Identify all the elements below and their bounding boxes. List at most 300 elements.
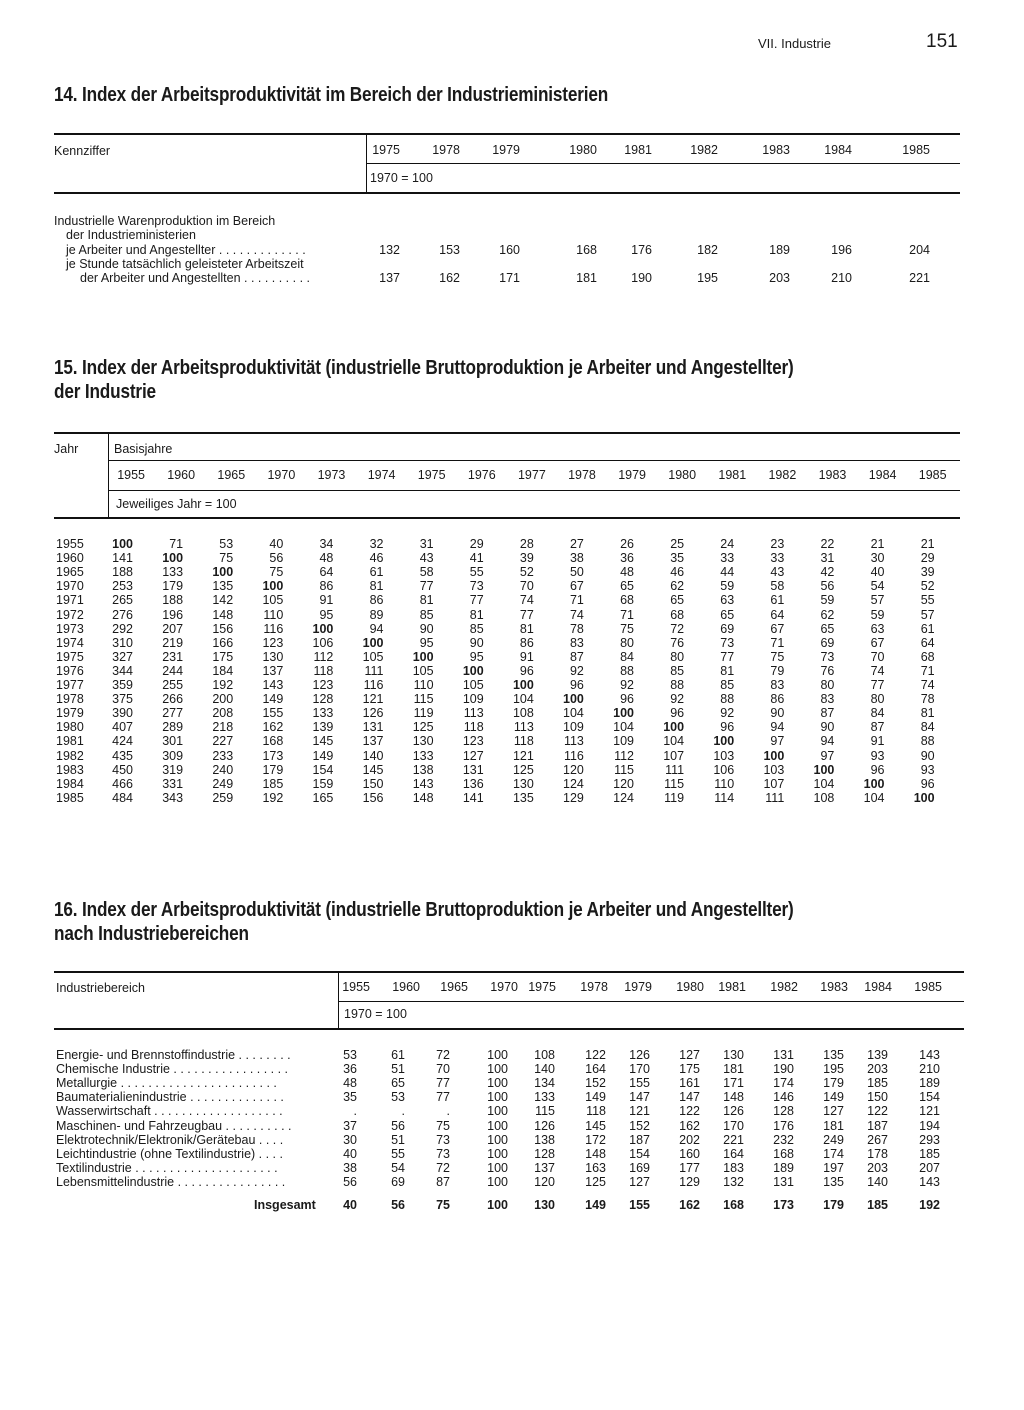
table-cell: 88 <box>620 663 634 678</box>
table-cell: 91 <box>870 734 885 749</box>
table-cell: 219 <box>162 635 184 650</box>
table-cell: 46 <box>670 565 685 580</box>
table-cell: 116 <box>263 621 284 636</box>
row-year: 1971 <box>56 593 84 608</box>
table-cell: 109 <box>563 720 584 735</box>
table-cell: 92 <box>620 678 634 692</box>
table-cell: 123 <box>462 734 484 749</box>
table-14-base-label: 1970 = 100 <box>370 171 433 185</box>
year-header: 1984 <box>824 143 852 157</box>
table-cell: 55 <box>391 1146 405 1161</box>
table-cell: 127 <box>629 1174 650 1189</box>
table-cell: 48 <box>620 565 634 580</box>
table-cell: 170 <box>723 1118 744 1133</box>
table-cell: 175 <box>212 649 234 664</box>
table-cell: 77 <box>419 579 434 594</box>
table-cell: 126 <box>362 706 384 721</box>
table-cell: 148 <box>585 1146 606 1161</box>
table-cell: 35 <box>343 1090 357 1105</box>
table-cell: 139 <box>867 1048 888 1062</box>
table-cell: 85 <box>670 663 685 678</box>
year-header: 1983 <box>818 468 847 482</box>
table-cell: 156 <box>212 621 234 636</box>
table-cell: 265 <box>112 593 133 608</box>
table-cell: 135 <box>212 579 234 594</box>
table-cell: 107 <box>663 748 685 763</box>
table-cell: 74 <box>519 593 534 608</box>
table-cell: 111 <box>765 790 785 805</box>
table-cell: 86 <box>369 593 384 608</box>
table-cell: 190 <box>631 271 652 285</box>
table-cell: 28 <box>519 537 534 551</box>
table-cell: 112 <box>614 748 634 763</box>
table-cell: 131 <box>773 1048 794 1062</box>
total-cell: 168 <box>723 1198 744 1212</box>
table-cell: 32 <box>369 537 384 551</box>
table-cell: 77 <box>469 593 484 608</box>
table-cell: 153 <box>439 243 460 257</box>
table-cell: 231 <box>162 649 184 664</box>
table-cell: 196 <box>162 607 184 622</box>
table-cell: 67 <box>870 635 885 650</box>
table-cell: 46 <box>369 551 384 566</box>
table-cell: 121 <box>629 1104 650 1119</box>
year-header: 1970 <box>267 468 296 482</box>
table-14-group-label: Industrielle Warenproduktion im Bereich <box>54 214 276 228</box>
table-cell: 424 <box>112 734 133 749</box>
table-cell: 184 <box>212 663 234 678</box>
table-cell: 132 <box>723 1174 744 1189</box>
table-cell: 309 <box>162 748 184 763</box>
table-cell: 23 <box>770 537 785 551</box>
table-cell: 100 <box>487 1090 508 1105</box>
table-cell: 114 <box>714 790 735 805</box>
table-cell: 73 <box>820 649 835 664</box>
table-cell: 145 <box>312 734 334 749</box>
table-cell: 64 <box>319 565 334 580</box>
table-cell: 30 <box>870 551 885 566</box>
table-cell: 143 <box>262 678 284 692</box>
table-cell: 92 <box>670 692 685 707</box>
table-cell: 178 <box>867 1146 888 1161</box>
table-cell: 77 <box>870 678 885 692</box>
table-cell: 141 <box>462 790 484 805</box>
table-cell: 55 <box>920 593 935 608</box>
table-cell: 48 <box>343 1076 357 1091</box>
table-cell: 76 <box>820 663 835 678</box>
table-cell: 100 <box>312 621 334 636</box>
table-cell: 100 <box>713 734 735 749</box>
table-cell: 65 <box>620 579 634 594</box>
table-cell: 128 <box>773 1104 794 1119</box>
table-cell: 122 <box>679 1104 700 1119</box>
year-header: 1974 <box>367 468 396 482</box>
table-cell: 81 <box>469 607 484 622</box>
table-cell: 90 <box>469 635 484 650</box>
table-cell: 221 <box>723 1132 744 1147</box>
table-cell: 232 <box>773 1132 794 1147</box>
table-15-rule-3 <box>108 490 960 491</box>
year-header: 1960 <box>167 468 196 482</box>
table-cell: 48 <box>319 551 334 566</box>
table-cell: 103 <box>713 748 735 763</box>
table-cell: 113 <box>563 734 584 749</box>
table-cell: 140 <box>867 1174 888 1189</box>
table-cell: 61 <box>391 1048 405 1062</box>
table-cell: 30 <box>343 1132 357 1147</box>
table-cell: 159 <box>312 776 334 791</box>
table-cell: 70 <box>870 649 885 664</box>
table-14-col-label: Kennziffer <box>54 144 111 158</box>
table-cell: 86 <box>319 579 334 594</box>
year-header: 1976 <box>467 468 496 482</box>
table-cell: 179 <box>262 762 284 777</box>
table-cell: 88 <box>920 734 935 749</box>
table-cell: 100 <box>412 649 434 664</box>
table-cell: 137 <box>262 663 284 678</box>
table-cell: 289 <box>162 720 184 735</box>
table-cell: 195 <box>823 1062 844 1077</box>
table-cell: 100 <box>262 579 284 594</box>
total-cell: 179 <box>823 1198 844 1212</box>
table-cell: 390 <box>112 706 133 721</box>
row-year: 1980 <box>56 720 84 735</box>
table-cell: 104 <box>813 776 835 791</box>
table-cell: 143 <box>919 1174 940 1189</box>
row-year: 1985 <box>56 790 84 805</box>
table-cell: 181 <box>723 1062 744 1077</box>
table-cell: 149 <box>823 1090 844 1105</box>
table-cell: 83 <box>770 678 785 692</box>
table-15-top-rule <box>54 432 960 434</box>
table-cell: 39 <box>519 551 534 566</box>
table-cell: 162 <box>439 271 460 285</box>
table-cell: 119 <box>664 790 685 805</box>
table-cell: 171 <box>723 1076 744 1091</box>
table-cell: 63 <box>720 593 735 608</box>
table-cell: 37 <box>343 1118 357 1133</box>
table-cell: 133 <box>534 1090 555 1105</box>
table-cell: 100 <box>863 776 885 791</box>
table-15-col-label: Jahr <box>54 442 79 456</box>
table-cell: 131 <box>773 1174 794 1189</box>
table-cell: 127 <box>823 1104 844 1119</box>
table-cell: 87 <box>569 649 584 664</box>
table-cell: 132 <box>379 243 400 257</box>
row-year: 1984 <box>56 776 84 791</box>
row-label: der Arbeiter und Angestellten . . . . . . . . . . <box>80 271 310 285</box>
table-15-bottom-rule <box>54 517 960 519</box>
year-header: 1977 <box>517 468 546 482</box>
table-cell: 131 <box>462 762 484 777</box>
total-label: Insgesamt <box>254 1198 316 1212</box>
table-cell: 107 <box>763 776 785 791</box>
table-cell: 81 <box>720 663 735 678</box>
table-cell: 331 <box>162 776 184 791</box>
table-cell: 74 <box>870 663 885 678</box>
table-cell: 92 <box>569 663 584 678</box>
table-cell: 68 <box>920 649 935 664</box>
table-cell: 138 <box>534 1132 555 1147</box>
table-cell: 44 <box>720 565 735 580</box>
table-cell: 54 <box>391 1160 405 1175</box>
table-15-rule-2 <box>108 460 960 461</box>
table-cell: 57 <box>920 607 935 622</box>
table-cell: 164 <box>585 1062 606 1077</box>
total-cell: 56 <box>391 1198 405 1212</box>
table-cell: 192 <box>212 678 234 692</box>
row-year: 1974 <box>56 635 84 650</box>
table-cell: 97 <box>820 748 835 763</box>
table-cell: 204 <box>909 243 930 257</box>
table-cell: 137 <box>534 1160 555 1175</box>
table-cell: 54 <box>870 579 885 594</box>
table-cell: 36 <box>343 1062 357 1077</box>
table-cell: 177 <box>679 1160 700 1175</box>
table-cell: 130 <box>262 649 284 664</box>
table-cell: 150 <box>362 776 384 791</box>
table-cell: 31 <box>820 551 835 566</box>
table-cell: 100 <box>162 551 184 566</box>
row-year: 1979 <box>56 706 84 721</box>
table-cell: 71 <box>620 607 634 622</box>
table-cell: 319 <box>162 762 184 777</box>
table-cell: 105 <box>262 593 284 608</box>
table-cell: 133 <box>162 565 184 580</box>
table-cell: 77 <box>519 607 534 622</box>
table-cell: 115 <box>664 776 685 791</box>
table-cell: 51 <box>391 1062 405 1077</box>
table-cell: 105 <box>362 649 384 664</box>
row-year: 1973 <box>56 621 84 636</box>
table-cell: 85 <box>469 621 484 636</box>
table-cell: 100 <box>487 1132 508 1147</box>
table-cell: 175 <box>679 1062 700 1077</box>
table-cell: 85 <box>419 607 434 622</box>
table-cell: 80 <box>870 692 885 707</box>
table-cell: 59 <box>820 593 835 608</box>
year-header: 1979 <box>492 143 520 157</box>
table-cell: 58 <box>770 579 785 594</box>
table-cell: 39 <box>920 565 935 580</box>
table-cell: 96 <box>720 720 735 735</box>
table-cell: 130 <box>412 734 434 749</box>
table-cell: 125 <box>585 1174 606 1189</box>
table-cell: 81 <box>519 621 534 636</box>
table-cell: 100 <box>362 635 384 650</box>
table-cell: 65 <box>820 621 835 636</box>
table-cell: 100 <box>487 1118 508 1133</box>
table-cell: 90 <box>419 621 434 636</box>
table-15-title-2: der Industrie <box>54 381 156 403</box>
table-cell: 73 <box>720 635 735 650</box>
table-cell: 53 <box>219 537 234 551</box>
table-cell: 120 <box>534 1174 555 1189</box>
table-cell: 174 <box>823 1146 844 1161</box>
year-header: 1980 <box>676 980 704 994</box>
table-cell: 53 <box>391 1090 405 1105</box>
table-cell: 42 <box>820 565 835 580</box>
table-cell: 147 <box>629 1090 650 1105</box>
section-header: VII. Industrie <box>758 36 831 51</box>
total-cell: 155 <box>629 1198 650 1212</box>
table-cell: 75 <box>620 621 634 636</box>
table-cell: 148 <box>723 1090 744 1105</box>
table-cell: 24 <box>720 537 735 551</box>
table-cell: 164 <box>723 1146 744 1161</box>
table-cell: 100 <box>487 1104 508 1119</box>
table-cell: 72 <box>436 1160 450 1175</box>
table-cell: 100 <box>112 537 133 551</box>
table-cell: 115 <box>614 762 634 777</box>
table-14-top-rule <box>54 133 960 135</box>
table-cell: 63 <box>870 621 885 636</box>
table-cell: 100 <box>462 663 484 678</box>
table-cell: 73 <box>469 579 484 594</box>
year-header: 1980 <box>668 468 697 482</box>
table-cell: 137 <box>362 734 384 749</box>
table-cell: 33 <box>770 551 785 566</box>
table-cell: 94 <box>369 621 384 636</box>
row-label: Wasserwirtschaft . . . . . . . . . . . . . . . . . . . <box>56 1104 283 1119</box>
table-cell: 27 <box>569 537 584 551</box>
table-cell: 128 <box>534 1146 555 1161</box>
table-cell: 72 <box>436 1048 450 1062</box>
table-cell: 109 <box>462 692 484 707</box>
year-header: 1960 <box>392 980 420 994</box>
table-cell: 108 <box>512 706 534 721</box>
table-cell: 80 <box>620 635 634 650</box>
table-cell: 29 <box>469 537 484 551</box>
table-cell: 100 <box>613 706 634 721</box>
year-header: 1978 <box>580 980 608 994</box>
table-cell: 203 <box>867 1160 888 1175</box>
row-year: 1977 <box>56 678 84 692</box>
total-cell: 173 <box>773 1198 794 1212</box>
table-cell: 69 <box>820 635 835 650</box>
table-cell: 185 <box>262 776 284 791</box>
table-cell: 466 <box>112 776 133 791</box>
table-cell: 100 <box>212 565 234 580</box>
table-cell: 145 <box>585 1118 606 1133</box>
table-cell: 59 <box>870 607 885 622</box>
table-cell: 233 <box>212 748 234 763</box>
year-header: 1955 <box>342 980 370 994</box>
table-cell: 104 <box>663 734 685 749</box>
table-cell: 174 <box>773 1076 794 1091</box>
table-cell: 200 <box>212 692 234 707</box>
table-cell: 34 <box>319 537 334 551</box>
table-cell: 96 <box>670 706 685 721</box>
table-cell: 35 <box>670 551 685 566</box>
total-cell: 40 <box>343 1198 357 1212</box>
table-cell: 207 <box>162 621 184 636</box>
table-cell: 21 <box>870 537 885 551</box>
table-cell: 183 <box>723 1160 744 1175</box>
total-cell: 75 <box>436 1198 450 1212</box>
table-cell: 375 <box>112 692 133 707</box>
table-cell: 113 <box>463 706 484 721</box>
table-cell: 249 <box>823 1132 844 1147</box>
table-cell: 100 <box>487 1048 508 1062</box>
table-cell: 65 <box>391 1076 405 1091</box>
table-cell: 95 <box>419 635 434 650</box>
year-header: 1983 <box>762 143 790 157</box>
table-cell: 75 <box>436 1118 450 1133</box>
table-cell: 276 <box>112 607 133 622</box>
table-cell: 77 <box>436 1076 450 1091</box>
table-cell: 126 <box>629 1048 650 1062</box>
table-cell: 120 <box>563 762 584 777</box>
row-year: 1955 <box>56 537 84 551</box>
table-cell: 69 <box>720 621 735 636</box>
table-cell: 162 <box>262 720 284 735</box>
table-cell: 90 <box>770 706 785 721</box>
row-year: 1982 <box>56 748 84 763</box>
table-cell: 128 <box>312 692 334 707</box>
table-cell: 118 <box>313 663 334 678</box>
table-cell: 85 <box>720 678 735 692</box>
table-cell: 210 <box>919 1062 940 1077</box>
table-cell: 121 <box>362 692 384 707</box>
table-cell: 221 <box>909 271 930 285</box>
table-cell: 53 <box>343 1048 357 1062</box>
table-cell: 100 <box>487 1076 508 1091</box>
table-cell: 293 <box>919 1132 940 1147</box>
table-cell: 130 <box>723 1048 744 1062</box>
table-cell: 86 <box>519 635 534 650</box>
table-cell: 126 <box>534 1118 555 1133</box>
table-cell: 100 <box>663 720 685 735</box>
table-14-mid-rule <box>366 163 960 164</box>
table-cell: 83 <box>820 692 835 707</box>
table-cell: 133 <box>312 706 334 721</box>
table-cell: 131 <box>362 720 384 735</box>
table-cell: 115 <box>413 692 434 707</box>
table-cell: 165 <box>312 790 334 805</box>
table-cell: 71 <box>920 663 935 678</box>
table-cell: 176 <box>773 1118 794 1133</box>
table-cell: 104 <box>563 706 584 721</box>
table-14-title: 14. Index der Arbeitsproduktivität im Bereich der Industrieministerien <box>54 84 609 106</box>
table-cell: 147 <box>679 1090 700 1105</box>
row-label: Chemische Industrie . . . . . . . . . . . . . . . . . <box>56 1062 289 1077</box>
table-cell: 135 <box>512 790 534 805</box>
table-cell: 170 <box>629 1062 650 1077</box>
table-cell: 72 <box>670 621 685 636</box>
row-year: 1983 <box>56 762 84 777</box>
year-header: 1985 <box>914 980 942 994</box>
table-cell: 142 <box>212 593 234 608</box>
table-cell: 189 <box>919 1076 940 1091</box>
row-year: 1975 <box>56 649 84 664</box>
row-label: Energie- und Brennstoffindustrie . . . . . . . . <box>56 1048 291 1062</box>
table-16-top-rule <box>54 971 964 973</box>
table-cell: 96 <box>620 692 634 707</box>
table-cell: 135 <box>823 1174 844 1189</box>
table-cell: 179 <box>162 579 184 594</box>
table-cell: 87 <box>870 720 885 735</box>
table-cell: 91 <box>319 593 334 608</box>
year-header: 1979 <box>624 980 652 994</box>
table-cell: 73 <box>436 1132 450 1147</box>
table-cell: 94 <box>770 720 785 735</box>
table-cell: 118 <box>513 734 534 749</box>
table-cell: 87 <box>820 706 835 721</box>
year-header: 1981 <box>718 980 746 994</box>
table-cell: 90 <box>920 748 935 763</box>
table-cell: 182 <box>697 243 718 257</box>
